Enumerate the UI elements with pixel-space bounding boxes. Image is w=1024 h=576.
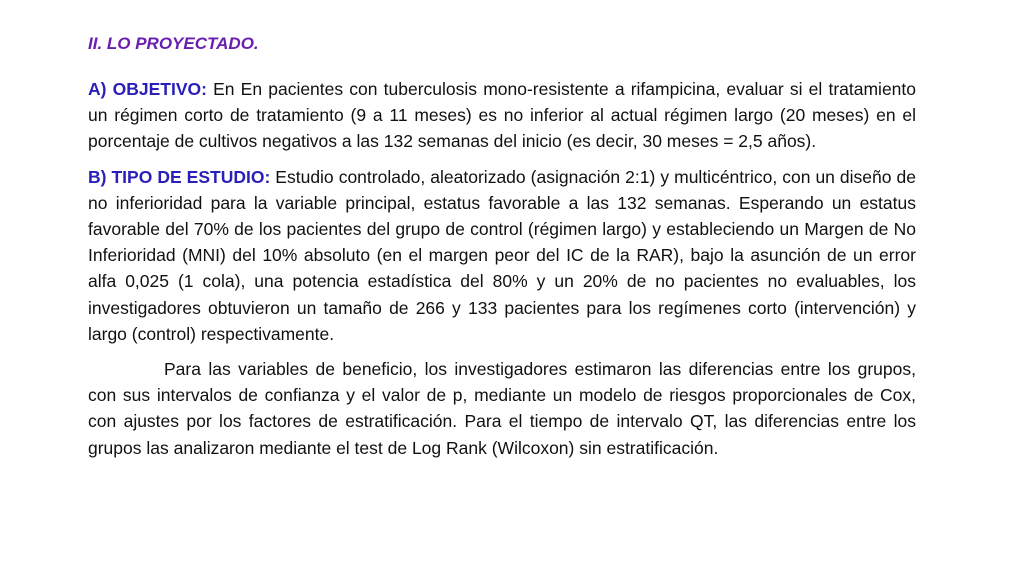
objective-text: En En pacientes con tuberculosis mono-resistente a rifampicina, evaluar si el tratamiento un régimen corto de tratamiento (9 a 11 meses) es no inferior al actual régimen largo (20 meses) en el porcentaje de cultivos negativos a las 132 semanas del inicio (es decir, 30 meses = 2,5 años). xyxy=(88,79,916,152)
study-type-text: Estudio controlado, aleatorizado (asignación 2:1) y multicéntrico, con un diseño de no inferioridad para la variable principal, estatus favorable a las 132 semanas. Esperando un estatus favorable del 70% de los pacientes del grupo de control (régimen largo) y estableciendo un Margen de No Inferioridad (MNI) del 10% absoluto (en el margen peor del IC de la RAR), bajo la asunción de un error alfa 0,025 (1 cola), una potencia estadística del 80% y un 20% de no pacientes no evaluables, los investigadores obtuvieron un tamaño de 266 y 133 pacientes para los regímenes corto (intervención) y largo (control) respectivamente. xyxy=(88,166,916,344)
study-type-label: B) TIPO DE ESTUDIO: xyxy=(88,166,271,187)
objective-paragraph xyxy=(88,76,916,155)
slide-content xyxy=(88,30,916,470)
analysis-text: Para las variables de beneficio, los investigadores estimaron las diferencias entre los grupos, con sus intervalos de confianza y el valor de p, mediante un modelo de riesgos proporcionales de Cox, con ajustes por los factores de estratificación. Para el tiempo de intervalo QT, las diferencias entre los grupos las analizaron mediante el test de Log Rank (Wilcoxon) sin estratificación. xyxy=(88,359,916,458)
study-type-paragraph xyxy=(88,164,916,347)
objective-label: A) OBJETIVO: xyxy=(88,79,207,99)
analysis-paragraph xyxy=(88,356,916,461)
section-heading: II. LO PROYECTADO. xyxy=(88,34,259,53)
